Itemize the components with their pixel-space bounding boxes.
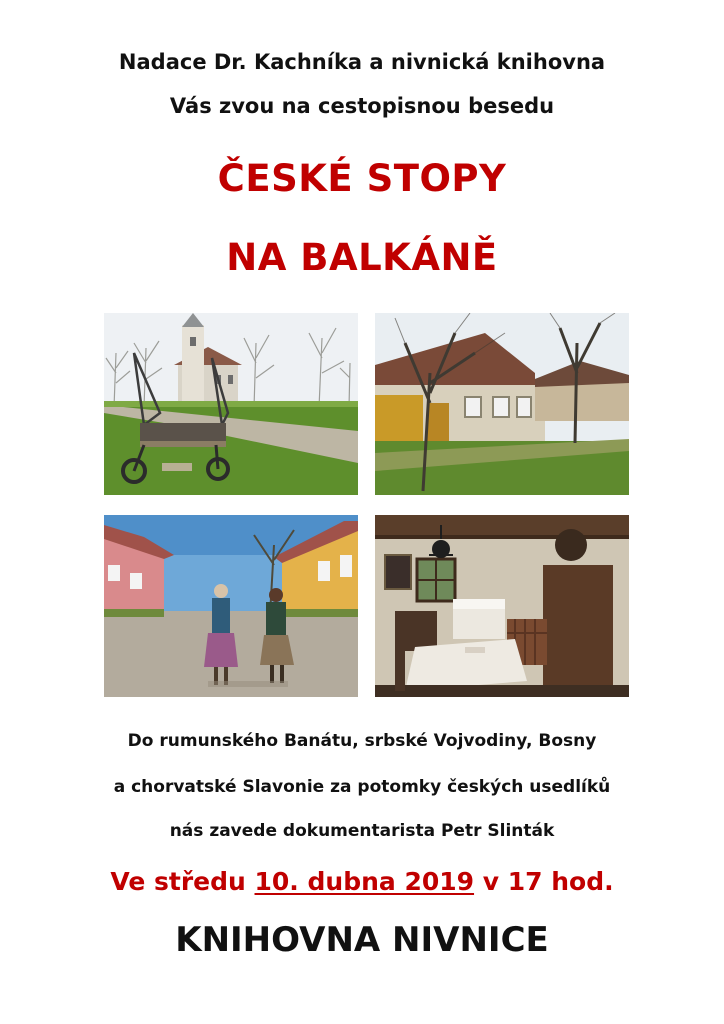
event-title-line-1: ČESKÉ STOPY (217, 157, 507, 200)
event-time: v 17 hod. (474, 867, 614, 896)
photo-village-house-image (375, 313, 629, 495)
photo-interior (375, 515, 629, 697)
invitation-line: Vás zvou na cestopisnou besedu (169, 94, 555, 118)
description-line-3: nás zavede dokumentarista Petr Slinták (169, 821, 555, 841)
photo-village-house (375, 313, 629, 495)
venue: KNIHOVNA NIVNICE (175, 920, 549, 960)
photo-women-street (104, 515, 358, 697)
description-line-2: a chorvatské Slavonie za potomky českých usedlíků (113, 777, 611, 797)
photo-church-cart (104, 313, 358, 495)
photo-women-street-image (104, 515, 358, 697)
event-date-time (0, 867, 724, 896)
event-title-line-2: NA BALKÁNĚ (226, 236, 498, 279)
photo-interior-image (375, 515, 629, 697)
event-date: 10. dubna 2019 (254, 867, 475, 896)
description-line-1: Do rumunského Banátu, srbské Vojvodiny, Bosny (127, 731, 597, 751)
organizers-line: Nadace Dr. Kachníka a nivnická knihovna (118, 50, 606, 74)
date-prefix: Ve středu (110, 867, 255, 896)
photo-church-cart-image (104, 313, 358, 495)
